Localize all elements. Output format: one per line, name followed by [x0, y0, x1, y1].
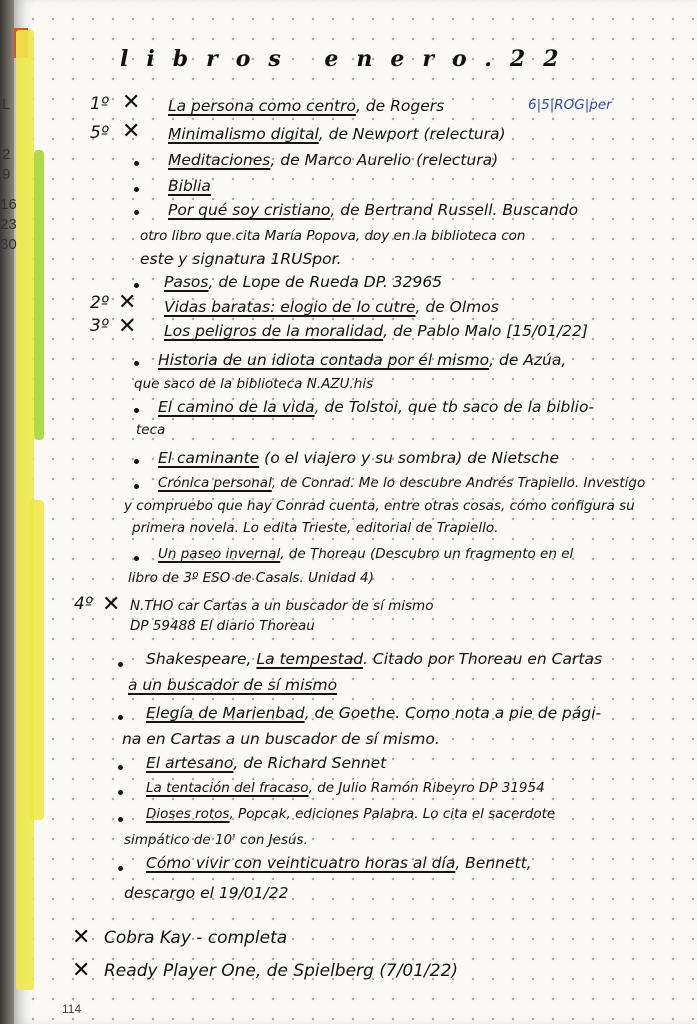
entry-note: teca [136, 422, 166, 438]
book-author: , Bennett, [455, 854, 532, 872]
order-number: 4º [74, 594, 93, 614]
book-title: La tempestad [256, 650, 364, 668]
order-number: 1º [90, 94, 109, 114]
call-number: 6|5|ROG|per [528, 97, 612, 113]
bullet [134, 459, 139, 464]
book-entry [168, 153, 498, 169]
bullet [118, 765, 123, 770]
book-title: Biblia [168, 177, 211, 195]
book-entry [146, 706, 601, 722]
book-entry [168, 203, 578, 219]
book-title: Por qué soy cristiano [168, 201, 331, 219]
bullet [134, 161, 139, 166]
book-author: (o el viajero y su sombra) de Nietsche [259, 449, 560, 467]
book-entry [158, 477, 645, 491]
read-check-mark: ✕ [122, 119, 141, 144]
book-title: Pasos [164, 273, 209, 291]
book-author: , de Tolstoi, que tb saco de la biblio- [314, 398, 595, 416]
book-title: El camino de la vida [158, 398, 315, 416]
read-check-mark: ✕ [72, 958, 91, 983]
page-title: libros enero.22 [120, 46, 577, 72]
edge-letter: 30 [0, 236, 17, 253]
book-author: Shakespeare, [146, 650, 257, 668]
book-author: , de Rogers [355, 97, 445, 115]
bullet [118, 790, 123, 795]
series-entry: Ready Player One, de Spielberg (7/01/22) [104, 961, 459, 981]
book-entry [158, 400, 594, 416]
entry-note: descargo el 19/01/22 [124, 884, 289, 902]
book-entry [146, 808, 555, 822]
order-number: 3º [90, 316, 109, 336]
book-entry [146, 756, 386, 772]
book-title: Historia de un idiota contada por él mismo [158, 351, 490, 369]
book-author: , de Olmos [415, 298, 499, 316]
book-entry [168, 127, 506, 143]
edge-letter: 2 [2, 146, 11, 163]
bullet [118, 817, 123, 822]
entry-note: na en Cartas a un buscador de sí mismo. [122, 730, 440, 748]
entry-note: y compruebo que hay Conrad cuenta, entre otras cosas, cómo configura su [124, 498, 635, 514]
read-check-mark: ✕ [72, 925, 91, 950]
read-check-mark: ✕ [118, 290, 137, 315]
book-title: Elegía de Marienbad [146, 704, 305, 722]
bullet [118, 715, 123, 720]
edge-letter: L [2, 96, 11, 113]
book-entry [168, 179, 211, 195]
edge-letter: 23 [0, 216, 17, 233]
entry-note: otro libro que cita María Popova, doy en la biblioteca con [140, 228, 526, 244]
page-number: 114 [62, 1002, 82, 1016]
book-author: , de Newport (relectura) [318, 125, 506, 143]
book-author: , de Pablo Malo [15/01/22] [383, 322, 588, 340]
read-check-mark: ✕ [118, 314, 137, 339]
bullet [134, 484, 139, 489]
bullet [134, 210, 139, 215]
book-author: , de Lope de Rueda DP. 32965 [208, 273, 443, 291]
book-author: , Popcak, ediciones Palabra. Lo cita el sacerdote [229, 806, 556, 822]
order-number: 2º [90, 293, 109, 313]
entry-note: N.THO car Cartas a un buscador de sí mismo [130, 598, 434, 614]
book-title: El caminante [158, 449, 260, 467]
order-number: 5º [90, 123, 109, 143]
bullet [134, 283, 139, 288]
book-entry [146, 856, 532, 872]
series-entry: Cobra Kay - completa [104, 928, 288, 948]
book-title: Dioses rotos [146, 806, 230, 822]
book-title: Crónica personal [158, 475, 272, 491]
book-entry [168, 99, 444, 115]
book-entry [158, 548, 573, 562]
book-title: Vidas baratas: elogio de lo cutre [164, 298, 416, 316]
green-page-flag [34, 150, 44, 440]
book-author: , de Azúa, [489, 351, 567, 369]
entry-note: que saco de la biblioteca N.AZU.his [134, 376, 374, 392]
bullet [134, 408, 139, 413]
book-title: Minimalismo digital [168, 125, 319, 143]
book-title: El artesano [146, 754, 234, 772]
entry-note: simpático de 10' con Jesús. [124, 832, 308, 848]
book-title: Los peligros de la moralidad [164, 322, 384, 340]
edge-letter: 9 [2, 166, 11, 183]
book-author: , de Julio Ramón Ribeyro DP 31954 [308, 780, 545, 796]
book-author: , de Goethe. Como nota a pie de pági- [304, 704, 602, 722]
book-author: , de Thoreau (Descubro un fragmento en el [280, 546, 574, 562]
bullet [118, 866, 123, 871]
read-check-mark: ✕ [102, 592, 121, 617]
book-author: , de Richard Sennet [233, 754, 387, 772]
entry-note: este y signatura 1RUSpor. [140, 250, 342, 268]
entry-note: DP 59488 El diario Thoreau [130, 618, 315, 634]
book-entry [158, 451, 559, 467]
book-entry [146, 782, 545, 796]
bullet [118, 662, 123, 667]
book-title: Un paseo invernal [158, 546, 281, 562]
edge-letter: 16 [0, 196, 17, 213]
entry-note: a un buscador de sí mismo [128, 676, 338, 694]
bullet [134, 556, 139, 561]
book-title: La persona como centro [168, 97, 356, 115]
yellow-page-flag-lower [30, 500, 44, 820]
entry-note: libro de 3º ESO de Casals. Unidad 4) [128, 570, 374, 586]
book-entry [158, 353, 566, 369]
read-check-mark: ✕ [122, 90, 141, 115]
book-author: , de Bertrand Russell. Buscando [330, 201, 579, 219]
bullet [134, 187, 139, 192]
book-author: , de Marco Aurelio (relectura) [270, 151, 499, 169]
book-entry [164, 300, 499, 316]
book-entry [164, 324, 588, 340]
book-title: Meditaciones [168, 151, 271, 169]
book-author: , de Conrad. Me lo descubre Andrés Trapiello. Investigo [271, 475, 646, 491]
book-title: La tentación del fracaso [146, 780, 309, 796]
entry-note: primera novela. Lo edita Trieste, editorial de Trapiello. [132, 520, 499, 536]
entry-note: . Citado por Thoreau en Cartas [363, 650, 603, 668]
book-title: Cómo vivir con veinticuatro horas al día [146, 854, 456, 872]
book-entry [146, 652, 602, 668]
bullet [134, 361, 139, 366]
book-entry [164, 275, 442, 291]
